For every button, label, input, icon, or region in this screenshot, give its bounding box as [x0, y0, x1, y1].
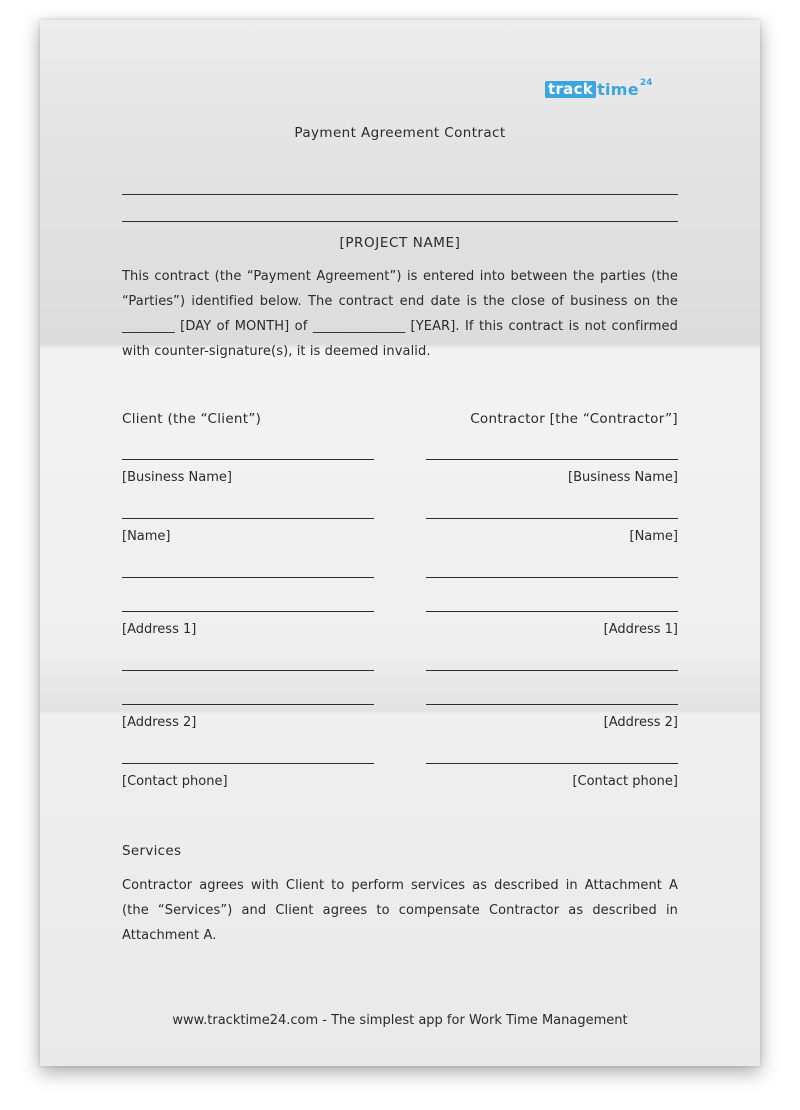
services-heading: Services	[122, 843, 182, 859]
client-heading: Client (the “Client”)	[122, 411, 262, 427]
contractor-address2-label: [Address 2]	[603, 715, 678, 730]
client-phone-line	[122, 763, 374, 764]
client-address1-line-1	[122, 577, 374, 578]
contractor-address1-line-2	[426, 611, 678, 612]
contractor-business-name-label: [Business Name]	[568, 470, 678, 485]
title-line-1	[122, 194, 678, 195]
contractor-address1-label: [Address 1]	[603, 622, 678, 637]
footer-text: www.tracktime24.com - The simplest app for Work Time Management	[172, 1013, 628, 1028]
client-phone-label: [Contact phone]	[122, 774, 228, 789]
contractor-heading: Contractor [the “Contractor”]	[470, 411, 678, 427]
title-line-2	[122, 221, 678, 222]
services-paragraph: Contractor agrees with Client to perform services as described in Attachment A (the “Services”) and Client agrees to compensate Contractor as described in Attachment A.	[122, 878, 678, 943]
client-address1-label: [Address 1]	[122, 622, 197, 637]
contractor-name-label: [Name]	[629, 529, 678, 544]
project-name-placeholder: [PROJECT NAME]	[339, 235, 461, 251]
client-name-label: [Name]	[122, 529, 171, 544]
logo-plain-text: time	[597, 79, 639, 99]
contractor-phone-label: [Contact phone]	[572, 774, 678, 789]
contractor-address1-line-1	[426, 577, 678, 578]
client-business-name-line	[122, 459, 374, 460]
client-address2-line-1	[122, 670, 374, 671]
tracktime24-logo	[545, 78, 652, 100]
contractor-address2-line-1	[426, 670, 678, 671]
contractor-name-line	[426, 518, 678, 519]
client-address1-line-2	[122, 611, 374, 612]
client-address2-label: [Address 2]	[122, 715, 197, 730]
contractor-phone-line	[426, 763, 678, 764]
document-title: Payment Agreement Contract	[294, 125, 506, 141]
client-name-line	[122, 518, 374, 519]
client-address2-line-2	[122, 704, 374, 705]
logo-superscript: 24	[639, 78, 653, 88]
intro-paragraph: This contract (the “Payment Agreement”) is entered into between the parties (the “Parties”) identified below. The contract end date is the close of business on the ________ [DAY of MONTH] of ______________ [YEAR]. If this contract is not confirmed with counter-signature(s), it is deemed invalid.	[122, 269, 678, 359]
contractor-address2-line-2	[426, 704, 678, 705]
client-business-name-label: [Business Name]	[122, 470, 232, 485]
logo-boxed-text: track	[545, 81, 596, 98]
contractor-business-name-line	[426, 459, 678, 460]
